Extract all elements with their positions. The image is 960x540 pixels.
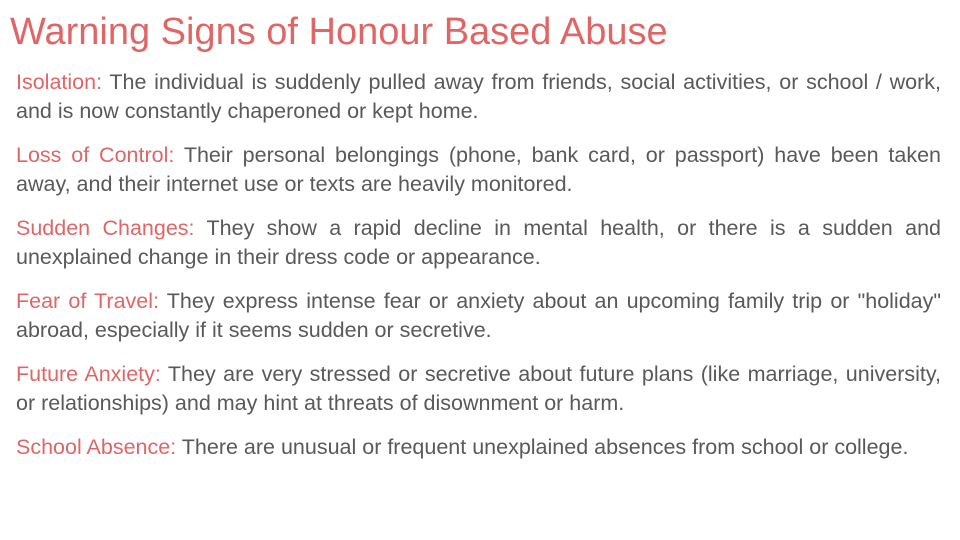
- warning-sign-isolation: [16, 68, 941, 126]
- warning-sign-future-anxiety: [16, 360, 941, 418]
- sign-text: They show a rapid decline in mental health, or there is a sudden and unexplained change in their dress code or appearance.: [16, 216, 941, 269]
- slide-title: Warning Signs of Honour Based Abuse: [10, 11, 668, 53]
- sign-label: School Absence:: [16, 435, 177, 459]
- sign-label: Future Anxiety:: [16, 362, 161, 386]
- sign-text: They express intense fear or anxiety about an upcoming family trip or "holiday" abroad, especially if it seems sudden or secretive.: [16, 289, 941, 342]
- sign-label: Fear of Travel:: [16, 289, 159, 313]
- sign-text: The individual is suddenly pulled away from friends, social activities, or school / work, and is now constantly chaperoned or kept home.: [16, 70, 941, 123]
- warning-signs-list: [16, 68, 941, 477]
- warning-sign-fear-of-travel: [16, 287, 941, 345]
- sign-text: They are very stressed or secretive about future plans (like marriage, university, or relationships) and may hint at threats of disownment or harm.: [16, 362, 941, 415]
- sign-label: Loss of Control:: [16, 143, 175, 167]
- sign-text: Their personal belongings (phone, bank card, or passport) have been taken away, and their internet use or texts are heavily monitored.: [16, 143, 941, 196]
- warning-sign-sudden-changes: [16, 214, 941, 272]
- sign-label: Isolation:: [16, 70, 103, 94]
- warning-sign-loss-of-control: [16, 141, 941, 199]
- warning-sign-school-absence: [16, 433, 941, 462]
- sign-text: There are unusual or frequent unexplained absences from school or college.: [181, 435, 909, 459]
- sign-label: Sudden Changes:: [16, 216, 195, 240]
